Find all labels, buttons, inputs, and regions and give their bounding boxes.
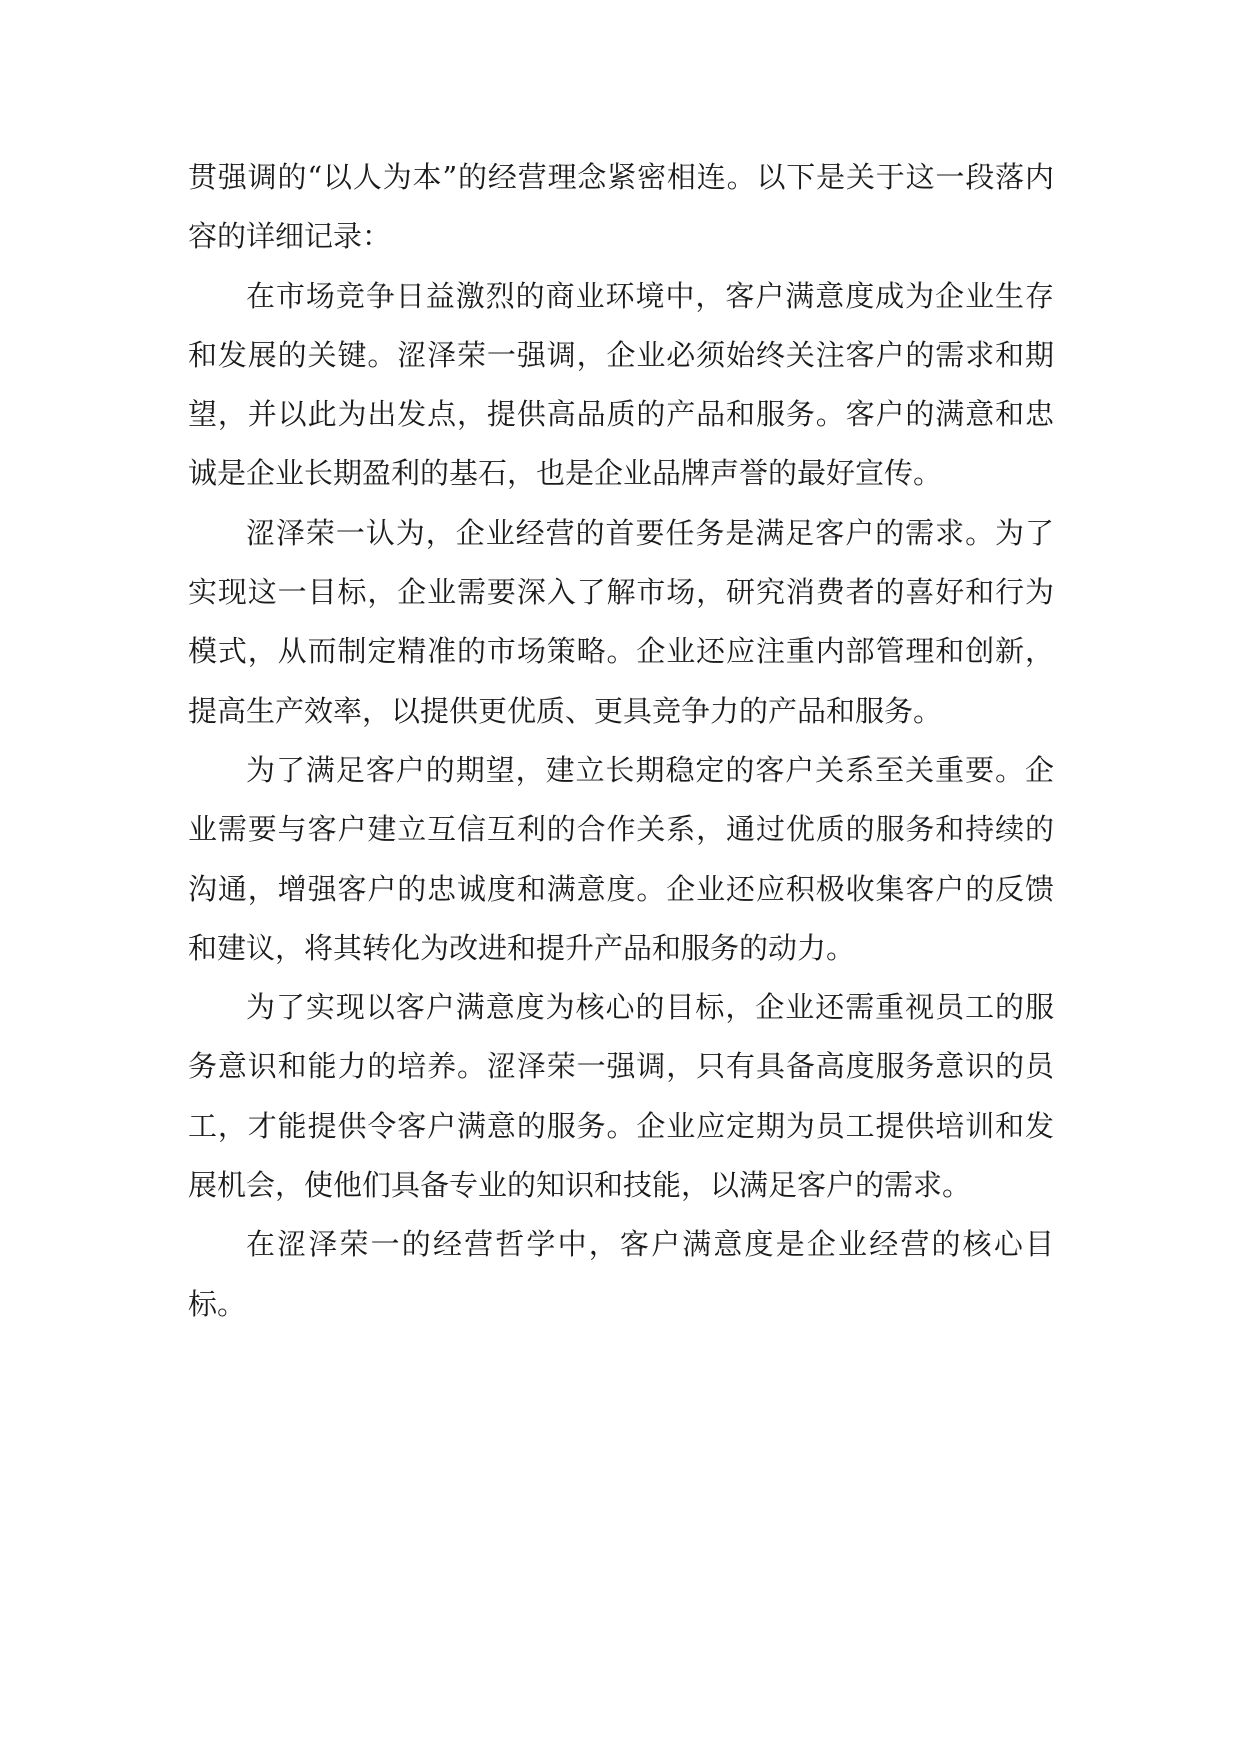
paragraph-continued: 贯强调的“以人为本”的经营理念紧密相连。以下是关于这一段落内容的详细记录：	[188, 160, 1054, 254]
paragraph: 在涩泽荣一的经营哲学中，客户满意度是企业经营的核心目标。	[188, 1227, 1054, 1321]
paragraph: 涩泽荣一认为，企业经营的首要任务是满足客户的需求。为了实现这一目标，企业需要深入了解市场，研究消费者的喜好和行为模式，从而制定精准的市场策略。企业还应注重内部管理和创新，提高生产效率，以提供更优质、更具竞争力的产品和服务。	[188, 515, 1054, 728]
paragraph: 为了实现以客户满意度为核心的目标，企业还需重视员工的服务意识和能力的培养。涩泽荣一强调，只有具备高度服务意识的员工，才能提供令客户满意的服务。企业应定期为员工提供培训和发展机会，使他们具备专业的知识和技能，以满足客户的需求。	[188, 990, 1054, 1203]
paragraph: 为了满足客户的期望，建立长期稳定的客户关系至关重要。企业需要与客户建立互信互利的合作关系，通过优质的服务和持续的沟通，增强客户的忠诚度和满意度。企业还应积极收集客户的反馈和建议，将其转化为改进和提升产品和服务的动力。	[188, 752, 1054, 965]
body-text	[188, 148, 1054, 1334]
paragraph: 在市场竞争日益激烈的商业环境中，客户满意度成为企业生存和发展的关键。涩泽荣一强调，企业必须始终关注客户的需求和期望，并以此为出发点，提供高品质的产品和服务。客户的满意和忠诚是企业长期盈利的基石，也是企业品牌声誉的最好宣传。	[188, 278, 1054, 491]
